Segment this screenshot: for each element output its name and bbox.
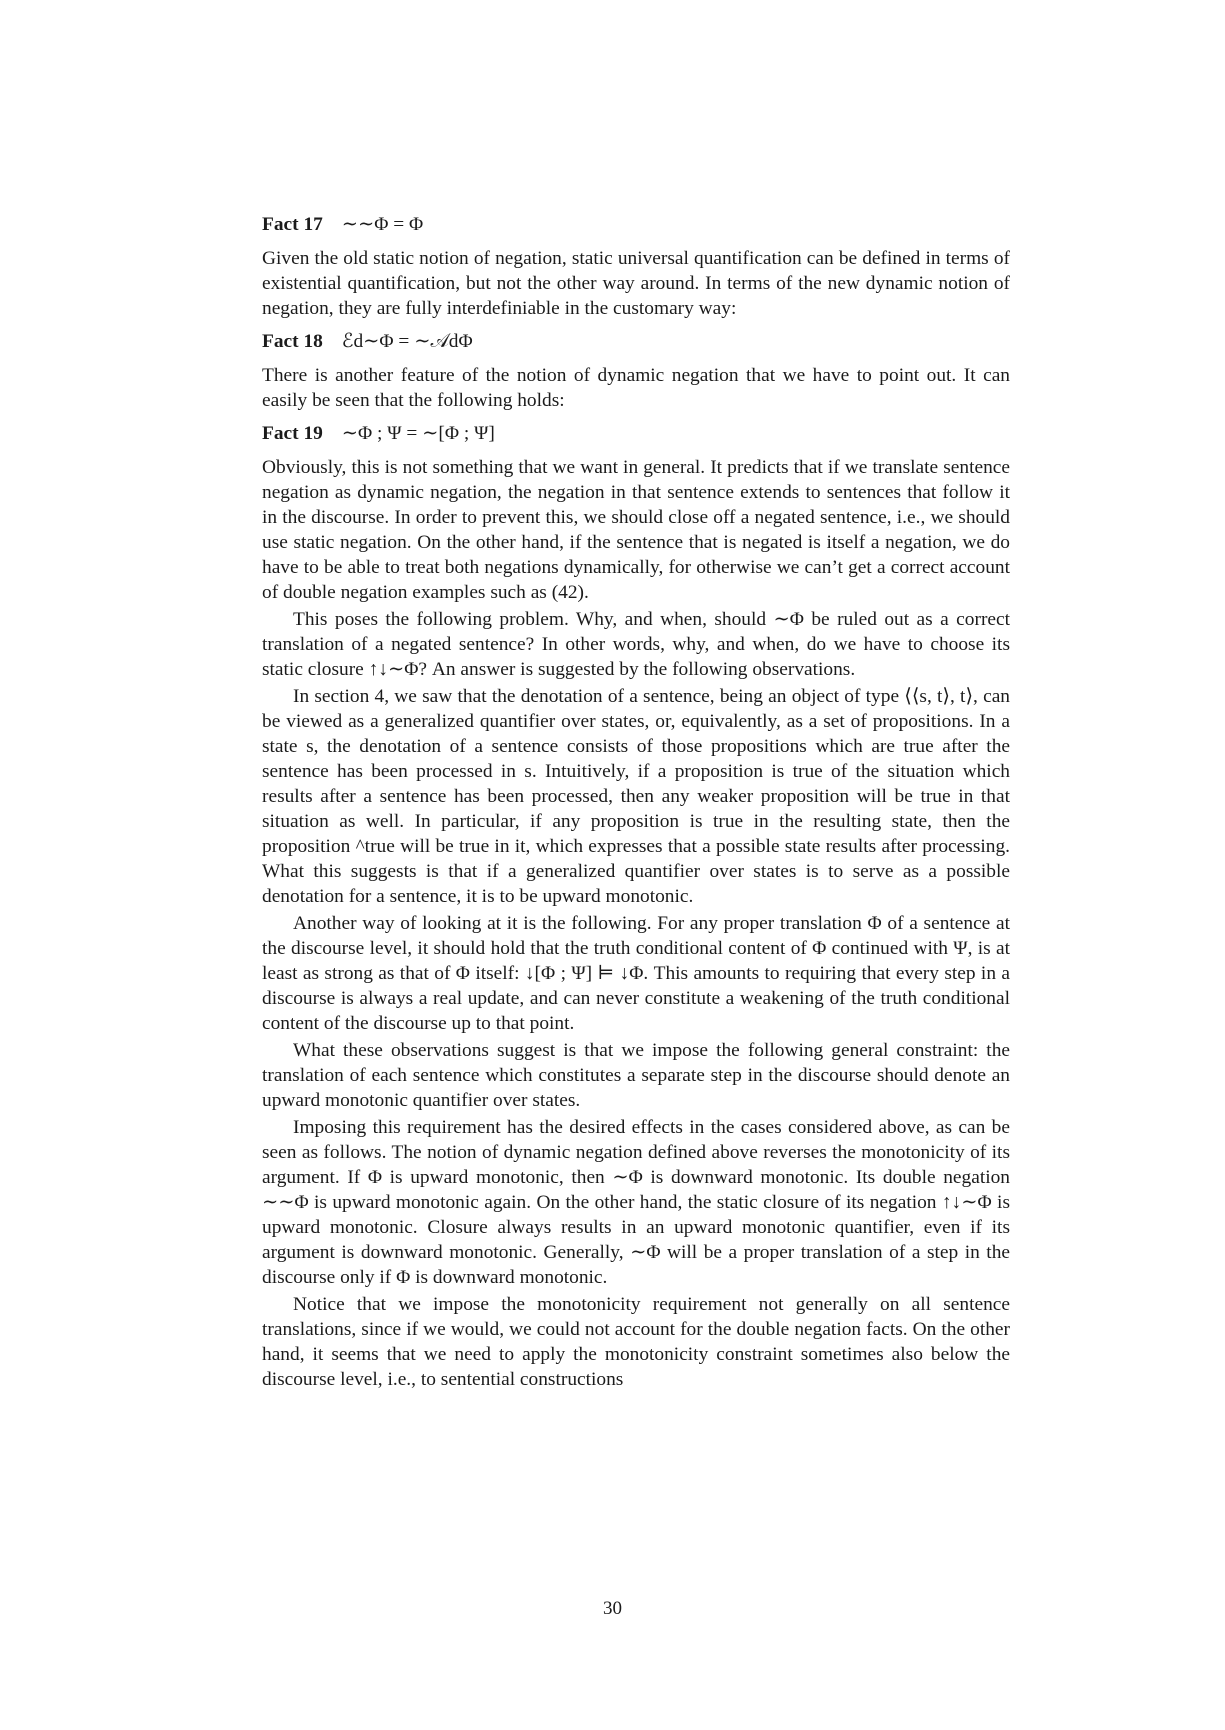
page-body bbox=[262, 212, 1010, 1392]
fact-formula: ℰd∼Φ = ∼𝒜dΦ bbox=[341, 331, 473, 352]
fact-19 bbox=[262, 421, 1010, 446]
page-number: 30 bbox=[603, 1598, 622, 1619]
paragraph: Notice that we impose the monotonicity requirement not generally on all sentence translations, since if we would, we could not account for the double negation facts. On the other hand, it seems that we need to apply the monotonicity constraint sometimes also below the discourse level, i.e., to sentential constructions bbox=[262, 1294, 1010, 1390]
paragraph: Another way of looking at it is the following. For any proper translation Φ of a sentence at the discourse level, it should hold that the truth conditional content of Φ continued with Ψ, is at least as strong as that of Φ itself: ↓[Φ ; Ψ] ⊨ ↓Φ. This amounts to requiring that every step in a discourse is always a real update, and can never constitute a weakening of the truth conditional content of the discourse up to that point. bbox=[262, 913, 1010, 1034]
fact-label: Fact 19 bbox=[262, 423, 323, 444]
paragraph: Given the old static notion of negation, static universal quantification can be defined in terms of existential quantification, but not the other way around. In terms of the new dynamic notion of negation, they are fully interdefiniable in the customary way: bbox=[262, 248, 1010, 319]
fact-formula: ∼∼Φ = Φ bbox=[341, 214, 424, 235]
paragraph: This poses the following problem. Why, and when, should ∼Φ be ruled out as a correct translation of a negated sentence? In other words, why, and when, do we have to choose its static closure ↑↓∼Φ? An answer is suggested by the following observations. bbox=[262, 609, 1010, 680]
paragraph: Obviously, this is not something that we want in general. It predicts that if we translate sentence negation as dynamic negation, the negation in that sentence extends to sentences that follow it in the discourse. In order to prevent this, we should close off a negated sentence, i.e., we should use static negation. On the other hand, if the sentence that is negated is itself a negation, we do have to be able to treat both negations dynamically, for otherwise we can’t get a correct account of double negation examples such as (42). bbox=[262, 457, 1010, 603]
paragraph: There is another feature of the notion of dynamic negation that we have to point out. It can easily be seen that the following holds: bbox=[262, 365, 1010, 411]
fact-18 bbox=[262, 329, 1010, 354]
fact-17 bbox=[262, 212, 1010, 237]
paragraph: What these observations suggest is that we impose the following general constraint: the translation of each sentence which constitutes a separate step in the discourse should denote an upward monotonic quantifier over states. bbox=[262, 1040, 1010, 1111]
fact-formula: ∼Φ ; Ψ = ∼[Φ ; Ψ] bbox=[341, 423, 495, 444]
fact-label: Fact 17 bbox=[262, 214, 323, 235]
paragraph: Imposing this requirement has the desired effects in the cases considered above, as can be seen as follows. The notion of dynamic negation defined above reverses the monotonicity of its argument. If Φ is upward monotonic, then ∼Φ is downward monotonic. Its double negation ∼∼Φ is upward monotonic again. On the other hand, the static closure of its negation ↑↓∼Φ is upward monotonic. Closure always results in an upward monotonic quantifier, even if its argument is downward monotonic. Generally, ∼Φ will be a proper translation of a step in the discourse only if Φ is downward monotonic. bbox=[262, 1117, 1010, 1288]
paragraph: In section 4, we saw that the denotation of a sentence, being an object of type ⟨⟨s, t⟩, t⟩, can be viewed as a generalized quantifier over states, or, equivalently, as a set of propositions. In a state s, the denotation of a sentence consists of those propositions which are true after the sentence has been processed in s. Intuitively, if a proposition is true of the situation which results after a sentence has been processed, then any weaker proposition will be true in that situation as well. In particular, if any proposition is true in the resulting state, then the proposition ^true will be true in it, which expresses that a possible state results after processing. What this suggests is that if a generalized quantifier over states is to serve as a possible denotation for a sentence, it is to be upward monotonic. bbox=[262, 686, 1010, 907]
fact-label: Fact 18 bbox=[262, 331, 323, 352]
